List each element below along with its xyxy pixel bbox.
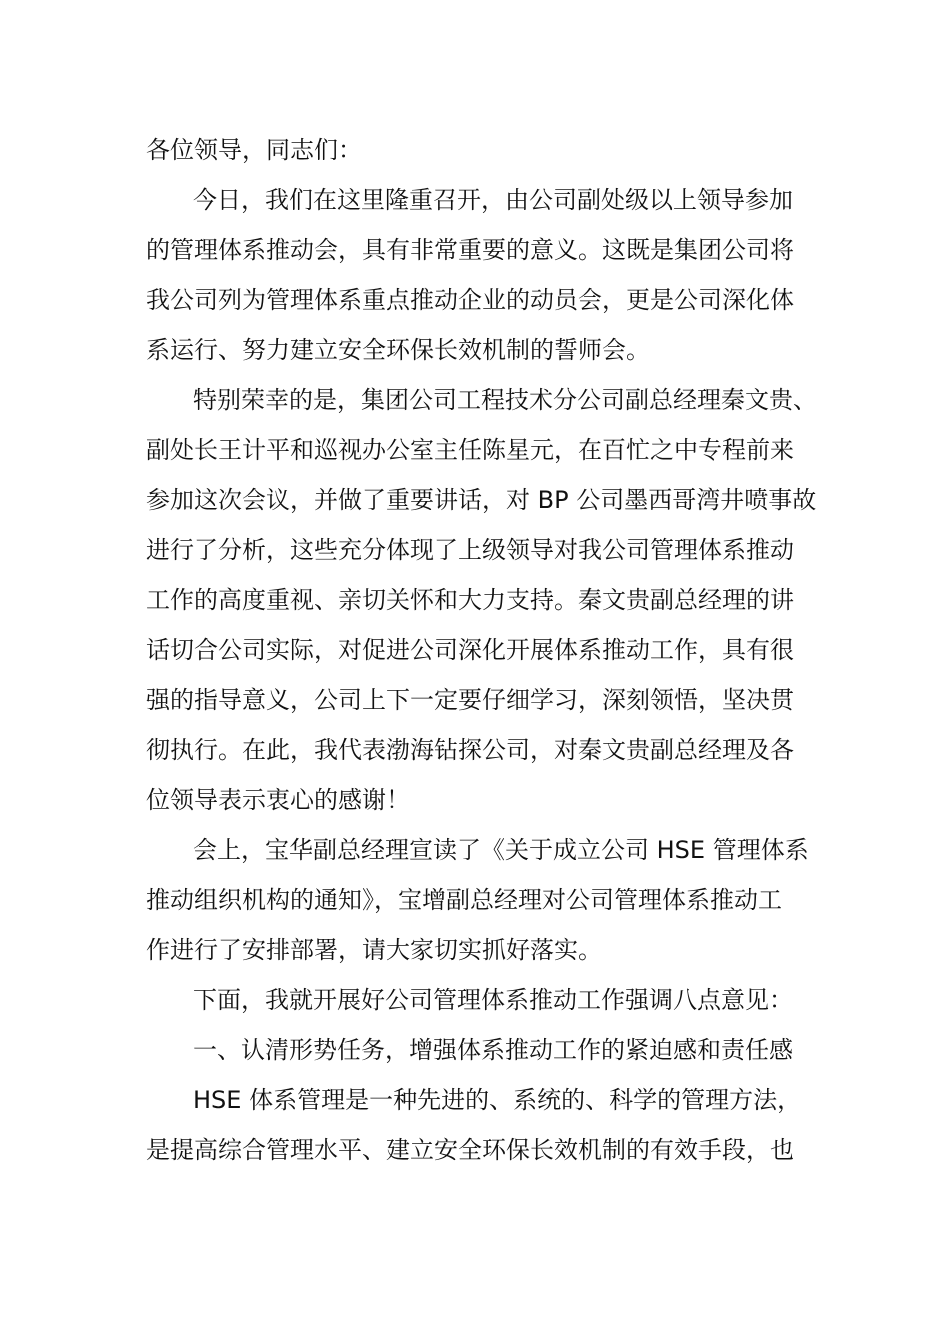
salutation-line: 各位领导，同志们： [146, 136, 362, 164]
paragraph-5-line-1: HSE 体系管理是一种先进的、系统的、科学的管理方法， [193, 1086, 802, 1114]
paragraph-3-line-1: 会上，宝华副总经理宣读了《关于成立公司 HSE 管理体系 [193, 836, 809, 864]
paragraph-3-line-2: 推动组织机构的通知》，宝增副总经理对公司管理体系推动工 [146, 886, 782, 914]
paragraph-3-line-3: 作进行了安排部署，请大家切实抓好落实。 [146, 936, 602, 964]
paragraph-2-line-3: 参加这次会议，并做了重要讲话，对 BP 公司墨西哥湾井喷事故 [146, 486, 817, 514]
paragraph-2-line-7: 强的指导意义，公司上下一定要仔细学习，深刻领悟，坚决贯 [146, 686, 794, 714]
paragraph-1-line-2: 的管理体系推动会，具有非常重要的意义。这既是集团公司将 [146, 236, 794, 264]
paragraph-1-line-1: 今日，我们在这里隆重召开，由公司副处级以上领导参加 [193, 186, 793, 214]
paragraph-5-line-2: 是提高综合管理水平、建立安全环保长效机制的有效手段，也 [146, 1136, 794, 1164]
paragraph-2-line-8: 彻执行。在此，我代表渤海钻探公司，对秦文贵副总经理及各 [146, 736, 794, 764]
paragraph-2-line-5: 工作的高度重视、亲切关怀和大力支持。秦文贵副总经理的讲 [146, 586, 794, 614]
paragraph-2-line-1: 特别荣幸的是，集团公司工程技术分公司副总经理秦文贵、 [193, 386, 817, 414]
paragraph-1-line-4: 系运行、努力建立安全环保长效机制的誓师会。 [146, 336, 650, 364]
paragraph-1-line-3: 我公司列为管理体系重点推动企业的动员会，更是公司深化体 [146, 286, 794, 314]
paragraph-2-line-2: 副处长王计平和巡视办公室主任陈星元，在百忙之中专程前来 [146, 436, 794, 464]
paragraph-2-line-4: 进行了分析，这些充分体现了上级领导对我公司管理体系推动 [146, 536, 794, 564]
paragraph-4-line-1: 下面，我就开展好公司管理体系推动工作强调八点意见： [193, 986, 793, 1014]
paragraph-2-line-6: 话切合公司实际，对促进公司深化开展体系推动工作，具有很 [146, 636, 794, 664]
paragraph-2-line-9: 位领导表示衷心的感谢！ [146, 786, 410, 814]
section-heading-1: 一、认清形势任务，增强体系推动工作的紧迫感和责任感 [193, 1036, 793, 1064]
